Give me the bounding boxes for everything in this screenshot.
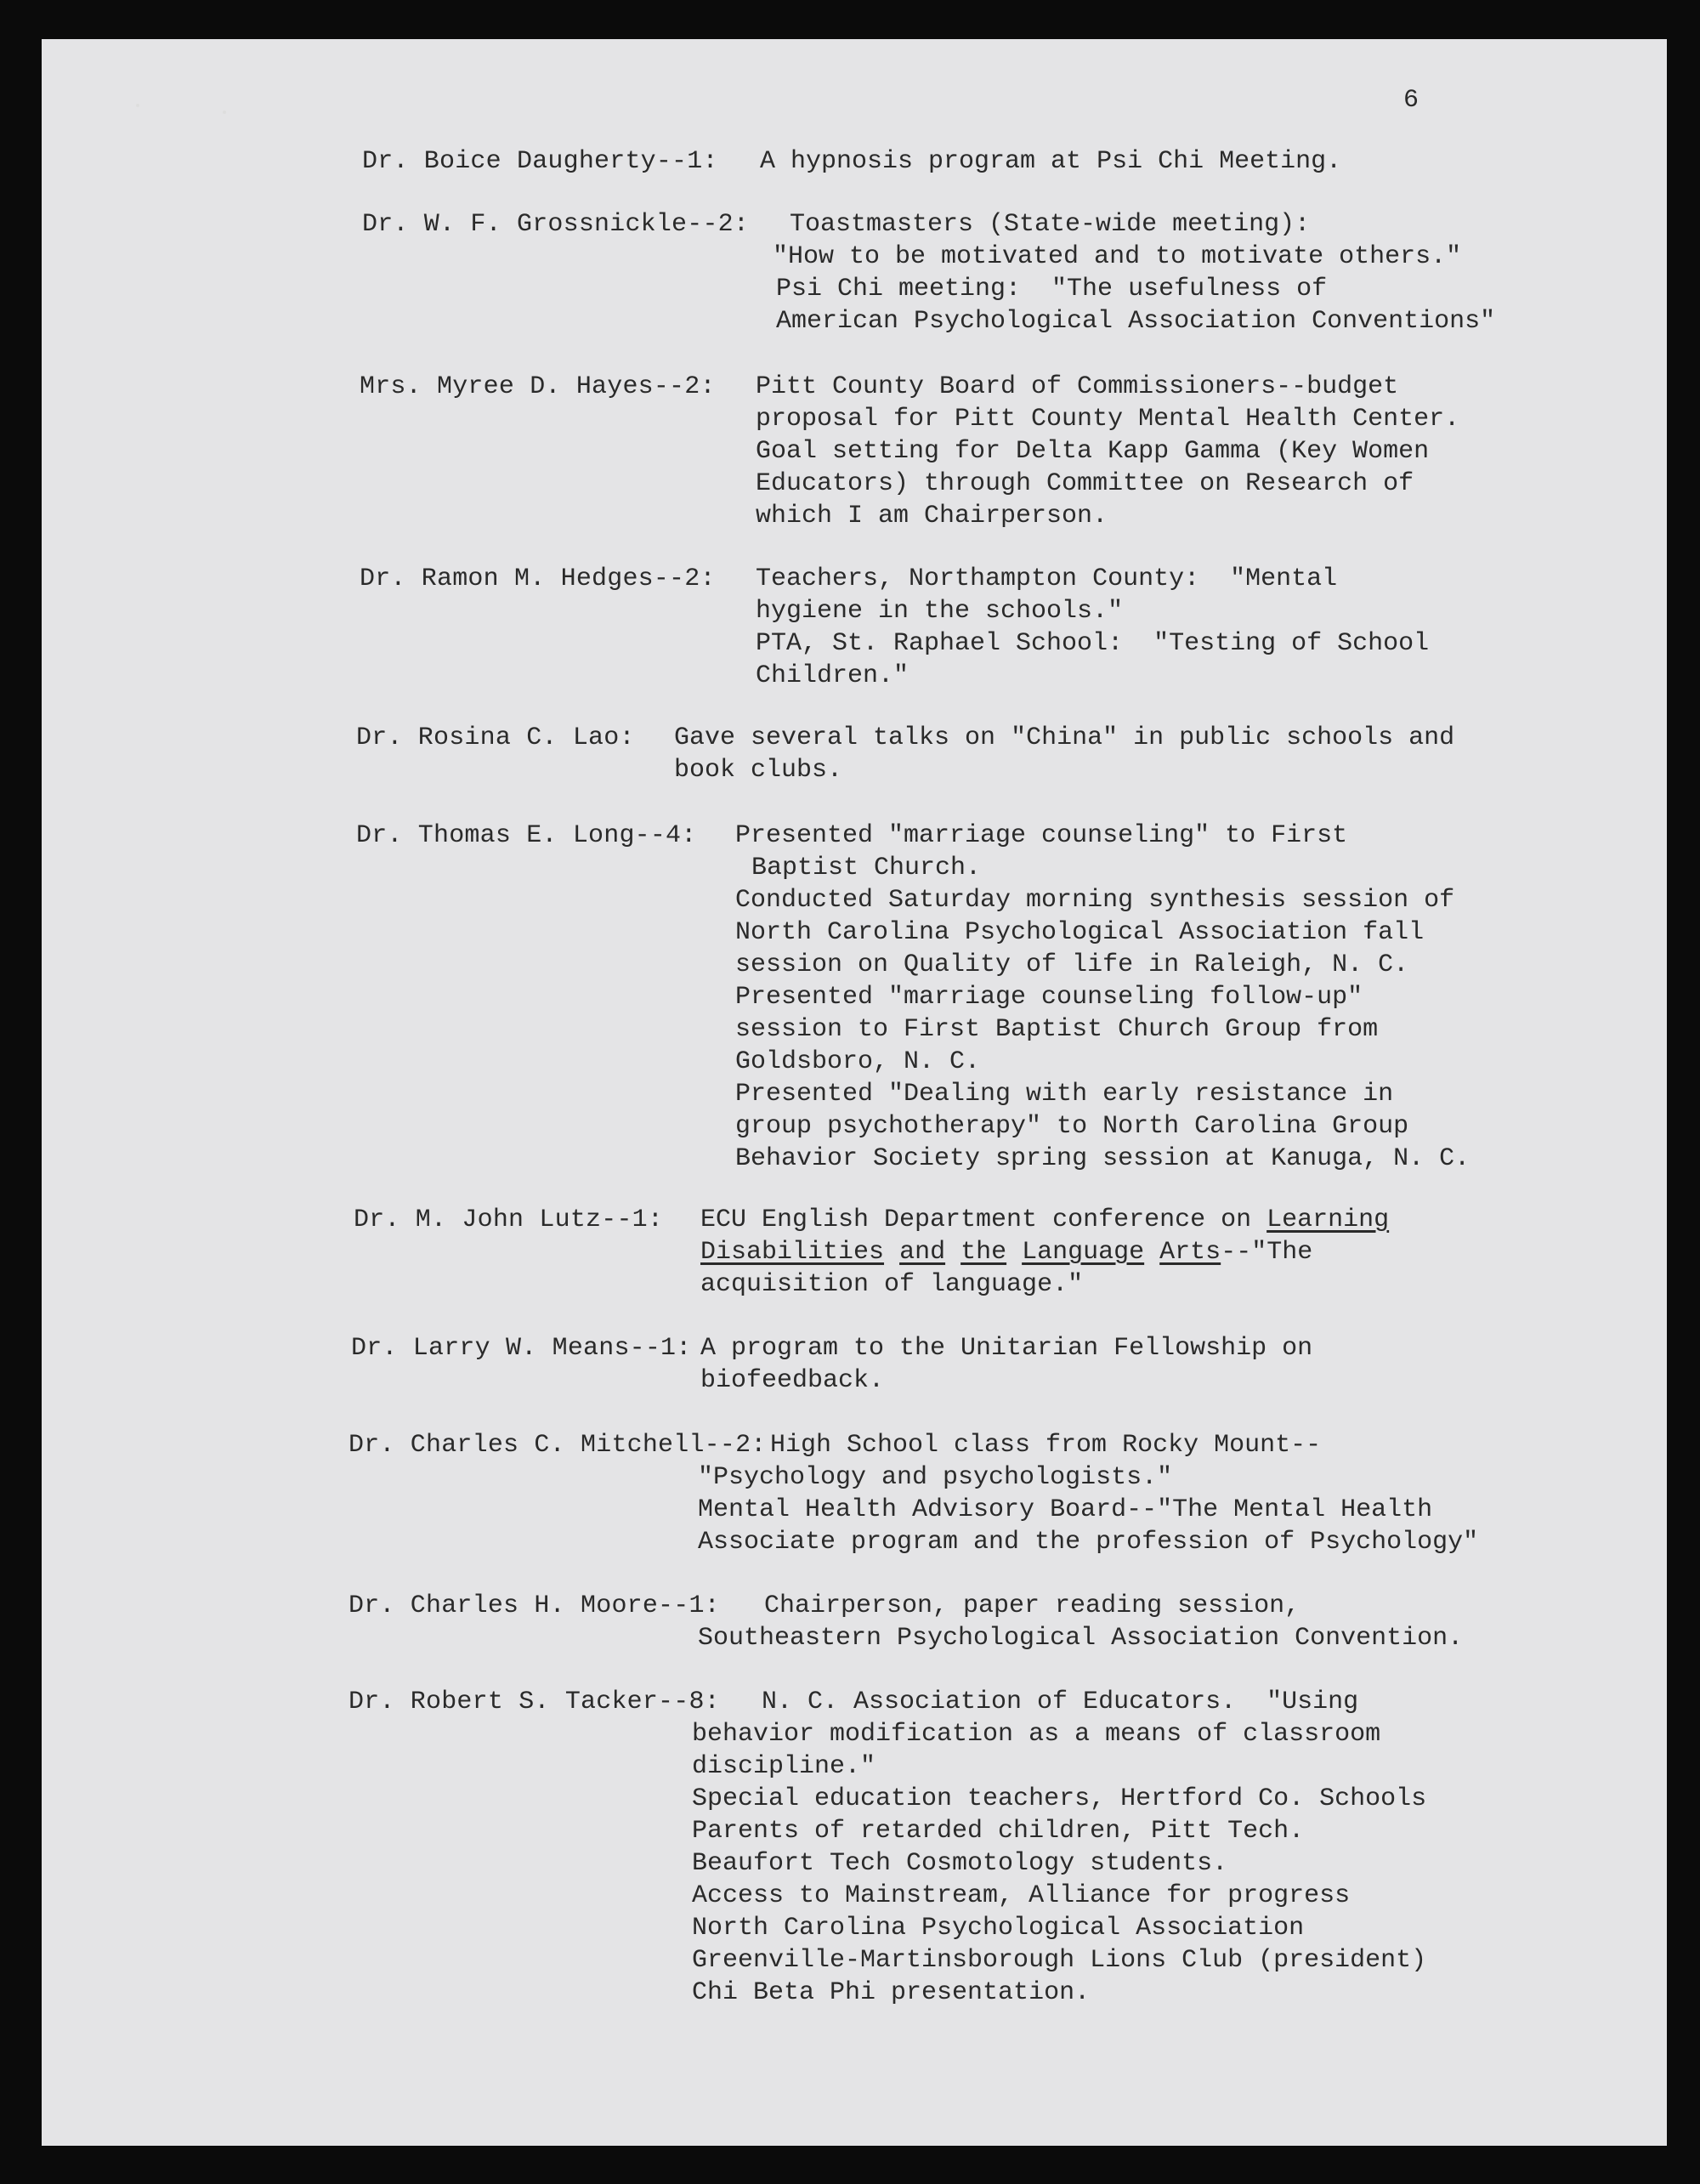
underlined-title: Language	[1022, 1238, 1145, 1267]
faculty-name: Dr. Boice Daugherty--1:	[362, 147, 718, 176]
description-line: biofeedback.	[700, 1366, 885, 1395]
page-number: 6	[1403, 86, 1420, 115]
description-line: which I am Chairperson.	[756, 502, 1108, 530]
description-line: Psi Chi meeting: "The usefulness of	[776, 275, 1328, 303]
speck	[223, 111, 226, 114]
description-line: Presented "marriage counseling" to First	[735, 821, 1348, 850]
description-line: Presented "Dealing with early resistance in	[735, 1080, 1394, 1109]
text	[1144, 1238, 1159, 1267]
description-line: Children."	[756, 661, 910, 690]
faculty-name: Dr. Robert S. Tacker--8:	[348, 1688, 720, 1716]
description-line: Special education teachers, Hertford Co. Schools	[692, 1784, 1427, 1813]
description-line: High School class from Rocky Mount--	[770, 1431, 1322, 1460]
entry-description	[700, 1204, 1389, 1301]
description-line: Southeastern Psychological Association Convention.	[698, 1624, 1464, 1653]
description-line: Chairperson, paper reading session,	[764, 1591, 1300, 1620]
description-line: North Carolina Psychological Association	[692, 1914, 1305, 1943]
description-line: book clubs.	[674, 756, 843, 785]
text	[884, 1238, 899, 1267]
faculty-name: Dr. Charles H. Moore--1:	[348, 1591, 720, 1620]
speck	[136, 104, 139, 107]
faculty-name: Dr. Charles C. Mitchell--2:	[348, 1431, 767, 1460]
entry-description	[760, 145, 1341, 178]
entry-description	[756, 371, 1459, 532]
description-line: "How to be motivated and to motivate others."	[773, 242, 1462, 271]
faculty-name: Dr. Thomas E. Long--4:	[356, 821, 697, 850]
description-line: Beaufort Tech Cosmotology students.	[692, 1849, 1228, 1878]
description-line: Goldsboro, N. C.	[735, 1047, 981, 1076]
entry-description	[692, 1686, 1426, 2009]
description-line: N. C. Association of Educators. "Using	[762, 1688, 1359, 1716]
faculty-name: Dr. W. F. Grossnickle--2:	[362, 210, 750, 239]
faculty-name: Dr. Ramon M. Hedges--2:	[360, 564, 716, 593]
description-line: session to First Baptist Church Group from	[735, 1015, 1379, 1044]
faculty-name: Dr. Rosina C. Lao:	[356, 723, 635, 752]
entry-description	[698, 1590, 1463, 1654]
description-line: A program to the Unitarian Fellowship on	[700, 1334, 1313, 1363]
entry-description	[698, 1429, 1478, 1558]
entry-description	[773, 208, 1496, 338]
faculty-name: Dr. M. John Lutz--1:	[354, 1205, 664, 1234]
description-line: hygiene in the schools."	[756, 597, 1124, 626]
description-line: Baptist Church.	[751, 854, 982, 882]
entry-description	[756, 563, 1429, 692]
description-line: proposal for Pitt County Mental Health Center.	[756, 405, 1460, 434]
description-line	[700, 1204, 1389, 1236]
text	[945, 1238, 960, 1267]
entry-description	[674, 722, 1454, 786]
underlined-title: the	[960, 1238, 1007, 1267]
description-line: acquisition of language."	[700, 1270, 1084, 1299]
description-line: Presented "marriage counseling follow-up"	[735, 983, 1363, 1012]
description-line: session on Quality of life in Raleigh, N. C.	[735, 950, 1409, 979]
description-line: Teachers, Northampton County: "Mental	[756, 564, 1338, 593]
description-line: Mental Health Advisory Board--"The Mental Health	[698, 1495, 1433, 1524]
description-line: A hypnosis program at Psi Chi Meeting.	[760, 147, 1342, 176]
description-line: Educators) through Committee on Research of	[756, 469, 1414, 498]
description-line: Access to Mainstream, Alliance for progress	[692, 1881, 1351, 1910]
underlined-title: Arts	[1159, 1238, 1221, 1267]
description-line: Pitt County Board of Commissioners--budget	[756, 372, 1399, 401]
faculty-name: Dr. Larry W. Means--1:	[351, 1334, 692, 1363]
description-line: Conducted Saturday morning synthesis session of	[735, 886, 1455, 915]
description-line: Associate program and the profession of Psychology"	[698, 1528, 1479, 1557]
description-line: Chi Beta Phi presentation.	[692, 1978, 1091, 2007]
description-line: Parents of retarded children, Pitt Tech.	[692, 1817, 1305, 1846]
text	[1006, 1238, 1022, 1267]
description-line: Behavior Society spring session at Kanuga, N. C.	[735, 1144, 1470, 1173]
faculty-name: Mrs. Myree D. Hayes--2:	[360, 372, 716, 401]
text: ECU English Department conference on	[700, 1205, 1267, 1234]
entry-description	[700, 1332, 1312, 1397]
underlined-title: and	[899, 1238, 946, 1267]
description-line: Greenville-Martinsborough Lions Club (president)	[692, 1946, 1427, 1975]
underlined-title: Disabilities	[700, 1238, 885, 1267]
description-line: discipline."	[692, 1752, 876, 1781]
description-line: behavior modification as a means of classroom	[692, 1720, 1381, 1749]
text: --"The	[1221, 1238, 1313, 1267]
description-line: PTA, St. Raphael School: "Testing of School	[756, 629, 1430, 658]
description-line: Gave several talks on "China" in public schools and	[674, 723, 1455, 752]
description-line: North Carolina Psychological Association fall	[735, 918, 1425, 947]
description-line: group psychotherapy" to North Carolina Group	[735, 1112, 1409, 1141]
underlined-title: Learning	[1266, 1205, 1390, 1234]
description-line: Goal setting for Delta Kapp Gamma (Key Women	[756, 437, 1430, 466]
description-line	[700, 1236, 1389, 1268]
description-line: "Psychology and psychologists."	[698, 1463, 1173, 1492]
description-line: Toastmasters (State-wide meeting):	[790, 210, 1311, 239]
description-line: American Psychological Association Conventions"	[776, 307, 1496, 336]
entry-description	[735, 820, 1470, 1175]
